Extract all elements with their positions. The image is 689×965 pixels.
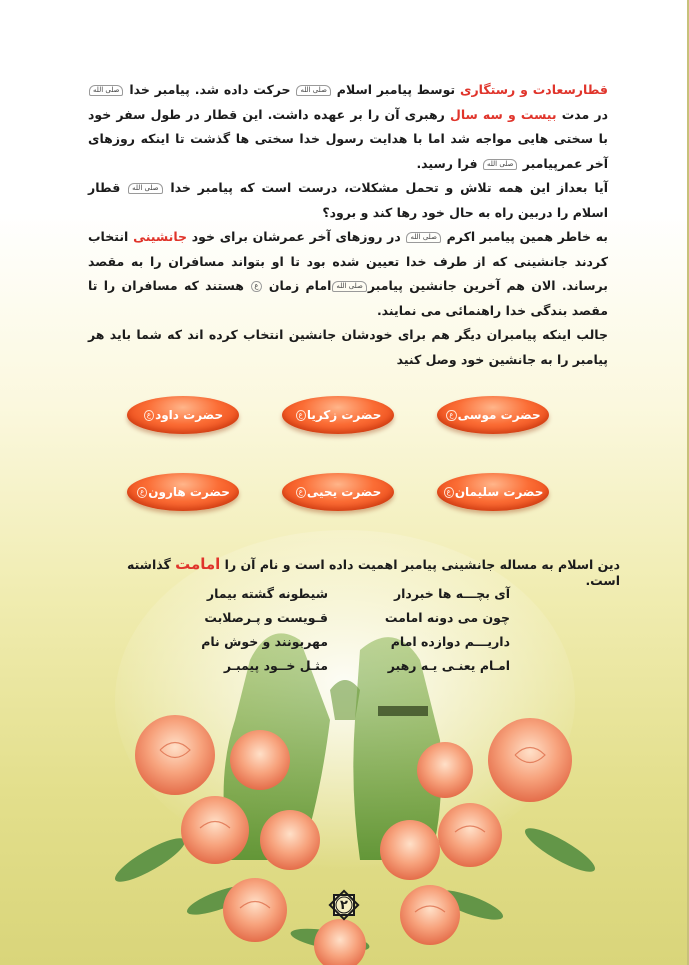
prophet-button-harun[interactable]: حضرت هارون ع <box>127 473 239 511</box>
poem-line: مهربونند و خوش نام <box>201 634 328 649</box>
salawat-icon: صلی الله <box>406 232 440 243</box>
salawat-icon: صلی الله <box>296 85 330 96</box>
salam-icon: ع <box>296 410 306 421</box>
paragraph-4: جالب اینکه پیامبران دیگر هم برای خودشان جانشین انتخاب کرده اند که شما باید هر پیامبر را به جانشین خود وصل کنید <box>88 327 608 367</box>
salam-icon: ع <box>444 487 454 498</box>
poem-line: آی بچـــه ها خبردار <box>393 586 510 601</box>
salawat-icon: صلی الله <box>128 183 162 194</box>
highlight-text: قطارسعادت و رستگاری <box>459 82 608 97</box>
poem-line: قـویست و پـرصلابت <box>204 610 328 625</box>
salam-icon: ع <box>296 487 306 498</box>
main-text <box>88 78 608 372</box>
poem-line: داریـــم دوازده امام <box>390 634 510 649</box>
highlight-text: بیست و سه سال <box>449 106 557 122</box>
paragraph-1: قطارسعادت و رستگاری توسط پیامبر اسلام صلی الله حرکت داده شد. پیامبر خدا صلی الله در مدت بیست و سه سال رهبری آن را بر عهده داشت. این قطار در طول سفر خود با سختی هایی مواجه شد اما با هدایت رسول خدا سختی ها گذشت تا اینکه روزهای آخر عمرپیامبر صلی الله فرا رسید. <box>88 82 609 171</box>
salawat-icon: صلی الله <box>89 85 123 96</box>
paragraph-2: آیا بعداز این همه تلاش و تحمل مشکلات، درست است که پیامبر خدا صلی الله قطار اسلام را دربین راه به حال خود رها کند و برود؟ <box>88 180 608 220</box>
highlight-text: جانشینی <box>133 229 188 244</box>
salam-icon: ع <box>144 410 154 421</box>
prophet-button-musa[interactable]: حضرت موسی ع <box>437 396 549 434</box>
prophet-button-zakariya[interactable]: حضرت زکریا ع <box>282 396 394 434</box>
salawat-icon: صلی الله <box>332 281 366 292</box>
paragraph-3: به خاطر همین پیامبر اکرم صلی الله در روزهای آخر عمرشان برای خود جانشینی انتخاب کردند جانشینی که از طرف خدا تعیین شده بود تا او بتواند مسافران را به مقصد برساند. الان هم آخرین جانشین پیامبرصلی اللهامام زمان ع هستند که مسافران را تا مقصد بندگی خدا راهنمائی می نمایند. <box>88 229 608 318</box>
imamat-highlight: امامت <box>175 555 221 573</box>
page-number-text: ۲ <box>340 897 348 913</box>
page-number <box>327 888 361 922</box>
poem-right-column <box>350 582 510 678</box>
salam-icon: ع <box>137 487 147 498</box>
salam-icon: ع <box>446 410 456 421</box>
prophet-button-sulayman[interactable]: حضرت سلیمان ع <box>437 473 549 511</box>
poem-line: شیطونه گشته بیمار <box>206 586 328 601</box>
poem-line: چون می دونه امامت <box>384 610 510 625</box>
prophet-button-dawud[interactable]: حضرت داود ع <box>127 396 239 434</box>
salawat-icon: صلی الله <box>483 159 517 170</box>
salam-icon: ع <box>251 281 261 292</box>
poem-left-column <box>178 582 328 678</box>
poem-line: مثـل خــود پیمبـر <box>223 658 328 673</box>
imamat-intro: دین اسلام به مساله جانشینی پیامبر اهمیت داده است و نام آن را امامت گذاشته است. <box>126 555 620 588</box>
prophet-button-yahya[interactable]: حضرت یحیی ع <box>282 473 394 511</box>
poem-line: امـام یعنـی یـه رهبر <box>387 658 510 673</box>
